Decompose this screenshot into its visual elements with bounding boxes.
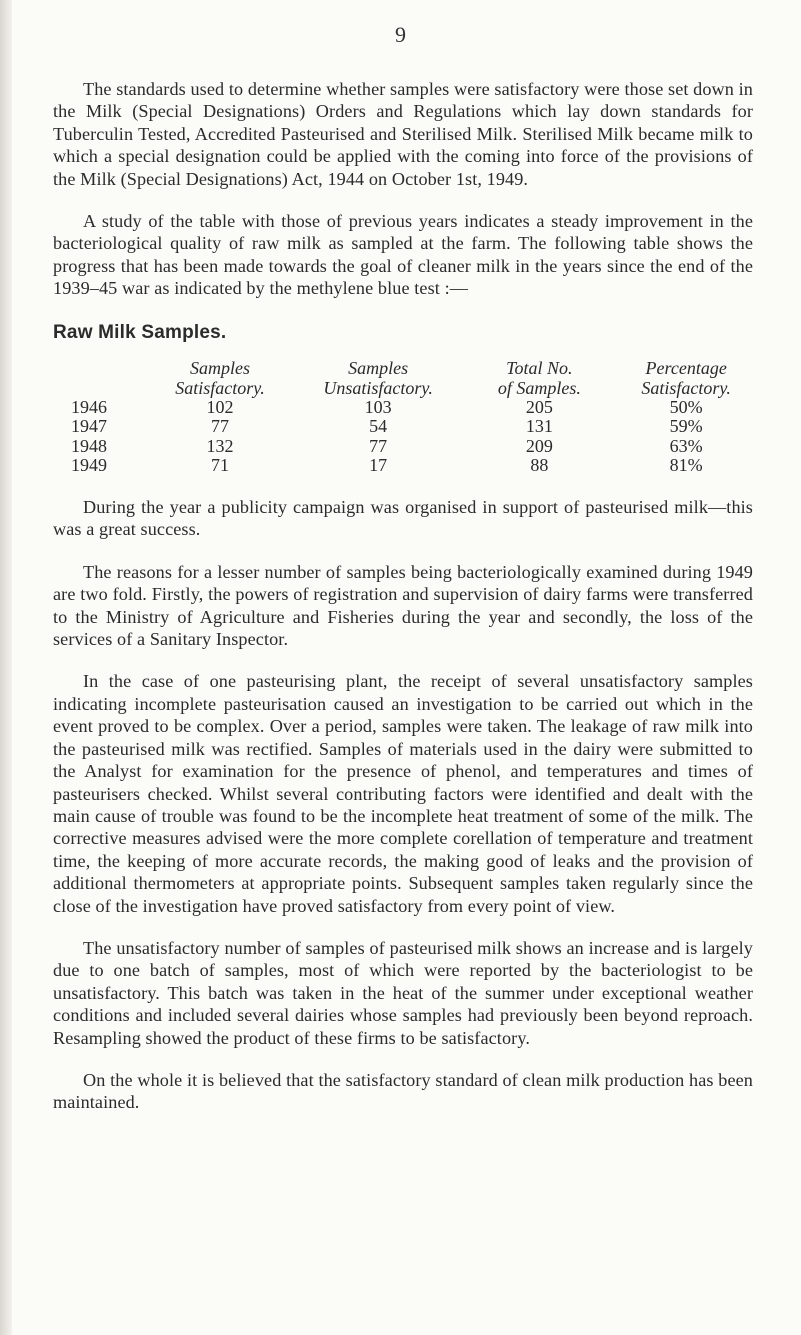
column-header-percentage: Percentage Satisfactory.	[641, 357, 731, 398]
year-cell: 1949	[71, 455, 107, 476]
year-cell: 1948	[71, 435, 107, 456]
paragraph-reasons: The reasons for a lesser number of samples being bacteriologically examined during 1949 are two fold. Firstly, the powers of registration and supervision of dairy farms were transferred to the Ministry of Agriculture and Fisheries during the year and secondly, the loss of the services of a Sanitary Inspector.	[53, 561, 753, 650]
table-row	[53, 437, 758, 457]
total-cell: 131	[525, 416, 553, 437]
paragraph-unsatisfactory-pasteurised: The unsatisfactory number of samples of pasteurised milk shows an increase and is largely due to one batch of samples, most of which were reported by the bacteriologist to be unsatisfactory. This batch was taken in the heat of the summer under exceptional weather conditions and included several dairies whose samples had previously been beyond reproach. Resampling showed the product of these firms to be satisfactory.	[53, 937, 753, 1048]
page-content	[53, 78, 753, 1114]
table-row	[53, 456, 758, 476]
satisfactory-cell: 77	[210, 416, 229, 437]
year-cell: 1946	[71, 396, 107, 417]
unsatisfactory-cell: 77	[369, 435, 388, 456]
unsatisfactory-cell: 103	[364, 396, 392, 417]
paragraph-standards: The standards used to determine whether samples were satisfactory were those set down in the Milk (Special Designations) Orders and Regulations which lay down standards for Tuberculin Tested, Accredited Pasteurised and Sterilised Milk. Sterilised Milk became milk to which a special designation could be applied with the coming into force of the provisions of the Milk (Special Designations) Act, 1944 on October 1st, 1949.	[53, 79, 753, 189]
year-cell: 1947	[71, 416, 107, 437]
unsatisfactory-cell: 54	[369, 416, 388, 437]
satisfactory-cell: 71	[210, 455, 229, 476]
table-row	[53, 398, 758, 418]
raw-milk-samples-table	[53, 358, 758, 476]
page-number: 9	[395, 22, 406, 47]
column-header-total: Total No. of Samples.	[497, 357, 581, 398]
paragraph-publicity: During the year a publicity campaign was organised in support of pasteurised milk—this was a great success.	[53, 497, 753, 540]
paragraph-investigation: In the case of one pasteurising plant, the receipt of several unsatisfactory samples indicating incomplete pasteurisation caused an investigation to be carried out which in the event proved to be complex. Over a period, samples were taken. The leakage of raw milk into the pasteurised milk was rectified. Samples of materials used in the dairy were submitted to the Analyst for examination for the presence of phenol, and temperatures and times of pasteurisers checked. Whilst several contributing factors were identified and dealt with the main cause of trouble was found to be the incomplete heat treatment of some of the milk. The corrective measures advised were the more complete corellation of temperature and treatment time, the keeping of more accurate records, the making good of leaks and the provision of additional thermometers at appropriate points. Subsequent samples taken regularly since the close of the investigation have proved satisfactory from every point of view.	[53, 671, 753, 916]
percentage-cell: 81%	[669, 455, 703, 476]
paragraph-conclusion: On the whole it is believed that the satisfactory standard of clean milk production has been maintained.	[53, 1069, 753, 1113]
table-header-row	[53, 358, 758, 398]
binding-gutter	[0, 0, 12, 1335]
percentage-cell: 63%	[669, 435, 703, 456]
percentage-cell: 50%	[669, 396, 703, 417]
total-cell: 88	[530, 455, 549, 476]
column-header-satisfactory: Samples Satisfactory.	[175, 357, 265, 398]
year-column-header	[53, 358, 148, 398]
satisfactory-cell: 102	[206, 396, 234, 417]
total-cell: 209	[525, 435, 553, 456]
table-row	[53, 417, 758, 437]
total-cell: 205	[525, 396, 553, 417]
column-header-unsatisfactory: Samples Unsatisfactory.	[323, 357, 433, 398]
satisfactory-cell: 132	[206, 435, 234, 456]
percentage-cell: 59%	[669, 416, 703, 437]
unsatisfactory-cell: 17	[369, 455, 388, 476]
paragraph-study: A study of the table with those of previous years indicates a steady improvement in the bacteriological quality of raw milk as sampled at the farm. The following table shows the progress that has been made towards the goal of cleaner milk in the years since the end of the 1939–45 war as indicated by the methylene blue test :—	[53, 211, 753, 299]
table-heading: Raw Milk Samples.	[53, 321, 227, 343]
